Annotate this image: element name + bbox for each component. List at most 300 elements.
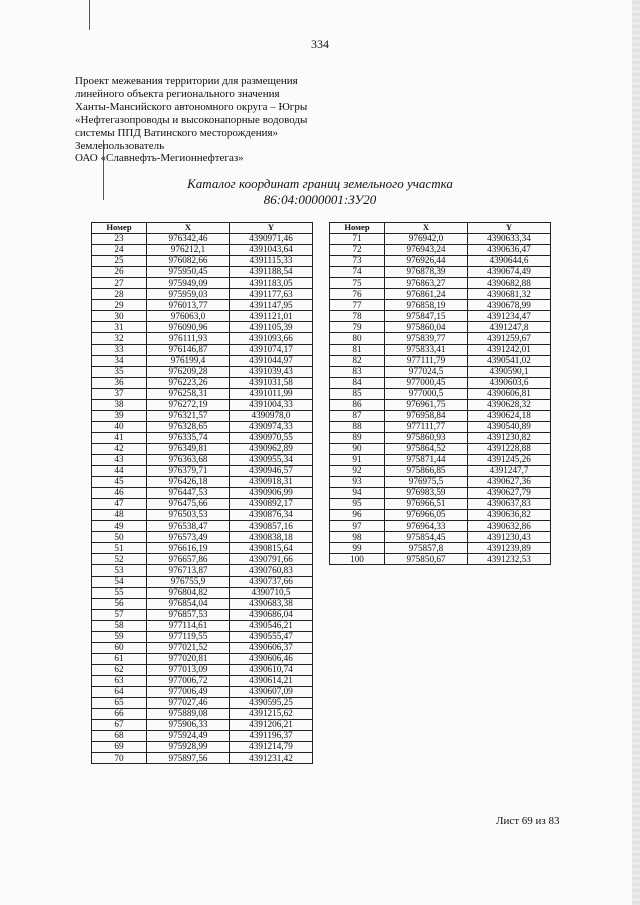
cell-y: 4391074,17 (230, 344, 313, 355)
cell-x: 976857,53 (147, 609, 230, 620)
cell-x: 976209,28 (147, 366, 230, 377)
cell-x: 976861,24 (385, 289, 468, 300)
cell-y: 4390636,82 (468, 510, 551, 521)
cell-number: 38 (92, 399, 147, 410)
cell-y: 4390624,18 (468, 410, 551, 421)
table-row (92, 742, 313, 753)
cell-x: 975897,56 (147, 753, 230, 764)
cell-x: 976013,77 (147, 300, 230, 311)
cell-x: 976964,33 (385, 521, 468, 532)
table-row (92, 698, 313, 709)
table-row (330, 322, 551, 333)
cell-y: 4390606,37 (230, 642, 313, 653)
cell-x: 977027,46 (147, 698, 230, 709)
scan-line-artifact (89, 0, 90, 30)
table-row (92, 410, 313, 421)
cell-x: 975889,08 (147, 709, 230, 720)
cell-y: 4390974,33 (230, 421, 313, 432)
cell-x: 976272,19 (147, 399, 230, 410)
cell-x: 976063,0 (147, 311, 230, 322)
cell-number: 94 (330, 488, 385, 499)
cell-x: 975866,85 (385, 466, 468, 477)
cell-number: 67 (92, 720, 147, 731)
cell-number: 32 (92, 333, 147, 344)
cell-x: 976503,53 (147, 510, 230, 521)
table-row (330, 499, 551, 510)
table-row (330, 521, 551, 532)
cell-x: 975833,41 (385, 344, 468, 355)
cell-number: 45 (92, 477, 147, 488)
cell-y: 4390682,88 (468, 278, 551, 289)
table-row (330, 245, 551, 256)
cell-x: 976258,31 (147, 388, 230, 399)
cell-x: 977000,5 (385, 388, 468, 399)
cell-x: 976854,04 (147, 598, 230, 609)
table-row (330, 311, 551, 322)
cell-y: 4391196,37 (230, 731, 313, 742)
cell-number: 100 (330, 554, 385, 565)
cell-number: 91 (330, 454, 385, 465)
page-number: 334 (311, 37, 329, 51)
table-row (92, 565, 313, 576)
cell-x: 976146,87 (147, 344, 230, 355)
cell-y: 4390632,86 (468, 521, 551, 532)
cell-x: 977006,72 (147, 675, 230, 686)
table-row (92, 576, 313, 587)
cell-y: 4390607,09 (230, 686, 313, 697)
cell-x: 976082,66 (147, 256, 230, 267)
cell-number: 86 (330, 399, 385, 410)
cell-x: 976966,05 (385, 510, 468, 521)
cell-x: 976804,82 (147, 587, 230, 598)
table-row (92, 344, 313, 355)
cell-x: 976342,46 (147, 234, 230, 245)
cell-number: 54 (92, 576, 147, 587)
cell-number: 73 (330, 256, 385, 267)
cell-x: 976755,9 (147, 576, 230, 587)
table-row (92, 709, 313, 720)
cell-y: 4391247,7 (468, 466, 551, 477)
cell-number: 62 (92, 664, 147, 675)
table-row (92, 355, 313, 366)
cell-number: 72 (330, 245, 385, 256)
cell-x: 975860,04 (385, 322, 468, 333)
intro-line: Землепользователь (75, 139, 165, 152)
cell-number: 44 (92, 466, 147, 477)
cell-y: 4390970,55 (230, 432, 313, 443)
header-y: Y (230, 223, 313, 234)
header-x: X (147, 223, 230, 234)
table-row (92, 554, 313, 565)
cell-x: 976321,57 (147, 410, 230, 421)
cell-y: 4390636,47 (468, 245, 551, 256)
table-row (92, 731, 313, 742)
cell-number: 66 (92, 709, 147, 720)
cell-y: 4391230,43 (468, 532, 551, 543)
cell-number: 60 (92, 642, 147, 653)
table-header-row (330, 223, 551, 234)
cell-number: 37 (92, 388, 147, 399)
cell-y: 4390946,57 (230, 466, 313, 477)
cell-y: 4390546,21 (230, 620, 313, 631)
cell-number: 40 (92, 421, 147, 432)
coordinates-table-left (91, 222, 313, 764)
cell-number: 28 (92, 289, 147, 300)
cell-x: 977006,49 (147, 686, 230, 697)
cell-y: 4390633,34 (468, 234, 551, 245)
cell-number: 89 (330, 432, 385, 443)
table-row (92, 521, 313, 532)
table-row (330, 554, 551, 565)
table-row (92, 620, 313, 631)
cell-y: 4390892,17 (230, 499, 313, 510)
cell-x: 976926,44 (385, 256, 468, 267)
cell-number: 55 (92, 587, 147, 598)
cell-number: 27 (92, 278, 147, 289)
cell-number: 59 (92, 631, 147, 642)
cell-y: 4390838,18 (230, 532, 313, 543)
cell-number: 52 (92, 554, 147, 565)
table-row (92, 499, 313, 510)
cell-x: 975950,45 (147, 267, 230, 278)
cell-x: 976223,26 (147, 377, 230, 388)
cell-number: 96 (330, 510, 385, 521)
cell-x: 975871,44 (385, 454, 468, 465)
table-row (92, 598, 313, 609)
cell-x: 976858,19 (385, 300, 468, 311)
cell-number: 95 (330, 499, 385, 510)
table-row (92, 267, 313, 278)
table-row (92, 488, 313, 499)
cell-y: 4391105,39 (230, 322, 313, 333)
cell-x: 976349,81 (147, 443, 230, 454)
table-row (92, 587, 313, 598)
table-row (330, 543, 551, 554)
cell-x: 976335,74 (147, 432, 230, 443)
cell-y: 4391039,43 (230, 366, 313, 377)
table-row (92, 543, 313, 554)
cell-y: 4390540,89 (468, 421, 551, 432)
table-row (92, 278, 313, 289)
cell-y: 4390637,83 (468, 499, 551, 510)
table-row (330, 477, 551, 488)
cell-number: 83 (330, 366, 385, 377)
table-row (92, 377, 313, 388)
cell-x: 976975,5 (385, 477, 468, 488)
table-row (330, 256, 551, 267)
header-y: Y (468, 223, 551, 234)
table-row (92, 234, 313, 245)
intro-line: линейного объекта регионального значения (75, 87, 280, 100)
cell-number: 50 (92, 532, 147, 543)
cell-x: 976538,47 (147, 521, 230, 532)
table-row (92, 753, 313, 764)
cell-y: 4391231,42 (230, 753, 313, 764)
cell-y: 4390628,32 (468, 399, 551, 410)
cell-y: 4390971,46 (230, 234, 313, 245)
cell-y: 4390876,34 (230, 510, 313, 521)
header-number: Номер (330, 223, 385, 234)
table-row (92, 366, 313, 377)
catalog-heading: Каталог координат границ земельного участка (187, 176, 453, 191)
cell-x: 976657,86 (147, 554, 230, 565)
cell-number: 47 (92, 499, 147, 510)
cell-number: 78 (330, 311, 385, 322)
cell-x: 976616,19 (147, 543, 230, 554)
cell-x: 977024,5 (385, 366, 468, 377)
cell-y: 4391247,8 (468, 322, 551, 333)
table-row (330, 300, 551, 311)
cell-y: 4390595,25 (230, 698, 313, 709)
cell-y: 4391206,21 (230, 720, 313, 731)
cell-y: 4391044,97 (230, 355, 313, 366)
cell-y: 4390681,32 (468, 289, 551, 300)
cell-x: 975924,49 (147, 731, 230, 742)
cell-number: 26 (92, 267, 147, 278)
table-row (92, 399, 313, 410)
cell-y: 4391214,79 (230, 742, 313, 753)
cell-y: 4390955,34 (230, 454, 313, 465)
cell-y: 4390627,36 (468, 477, 551, 488)
cell-y: 4390710,5 (230, 587, 313, 598)
cell-x: 976475,66 (147, 499, 230, 510)
table-row (92, 675, 313, 686)
cell-number: 97 (330, 521, 385, 532)
cell-y: 4391232,53 (468, 554, 551, 565)
cell-x: 976111,93 (147, 333, 230, 344)
table-row (92, 609, 313, 620)
cell-y: 4391234,47 (468, 311, 551, 322)
cell-number: 53 (92, 565, 147, 576)
table-row (92, 388, 313, 399)
cell-number: 64 (92, 686, 147, 697)
catalog-title (0, 176, 640, 208)
cell-number: 76 (330, 289, 385, 300)
cell-number: 49 (92, 521, 147, 532)
cell-number: 77 (330, 300, 385, 311)
intro-line: системы ППД Ватинского месторождения» (75, 126, 279, 139)
cell-x: 975906,33 (147, 720, 230, 731)
cell-x: 976966,51 (385, 499, 468, 510)
cell-y: 4390760,83 (230, 565, 313, 576)
cell-number: 93 (330, 477, 385, 488)
cell-x: 976363,68 (147, 454, 230, 465)
cell-number: 98 (330, 532, 385, 543)
cell-y: 4390978,0 (230, 410, 313, 421)
table-row (330, 510, 551, 521)
cell-number: 56 (92, 598, 147, 609)
table-row (92, 686, 313, 697)
cell-number: 36 (92, 377, 147, 388)
cell-number: 41 (92, 432, 147, 443)
cell-number: 71 (330, 234, 385, 245)
cell-number: 65 (92, 698, 147, 709)
cell-y: 4391242,01 (468, 344, 551, 355)
cell-x: 975854,45 (385, 532, 468, 543)
table-row (330, 377, 551, 388)
table-row (330, 289, 551, 300)
cell-number: 63 (92, 675, 147, 686)
cell-y: 4390918,31 (230, 477, 313, 488)
table-row (330, 344, 551, 355)
cell-y: 4390603,6 (468, 377, 551, 388)
cell-y: 4390614,21 (230, 675, 313, 686)
cell-number: 88 (330, 421, 385, 432)
cell-number: 48 (92, 510, 147, 521)
table-row (92, 311, 313, 322)
parcel-number: 86:04:0000001:ЗУ20 (263, 192, 377, 207)
cell-x: 975850,67 (385, 554, 468, 565)
cell-y: 4391011,99 (230, 388, 313, 399)
intro-line: Проект межевания территории для размещения (75, 75, 298, 87)
intro-line: «Нефтегазопроводы и высоконапорные водоводы (75, 113, 308, 126)
cell-number: 34 (92, 355, 147, 366)
cell-number: 58 (92, 620, 147, 631)
cell-x: 976573,49 (147, 532, 230, 543)
table-row (330, 355, 551, 366)
table-row (330, 443, 551, 454)
cell-x: 976447,53 (147, 488, 230, 499)
cell-number: 87 (330, 410, 385, 421)
table-row (330, 267, 551, 278)
table-row (330, 333, 551, 344)
cell-y: 4390962,89 (230, 443, 313, 454)
cell-y: 4390906,99 (230, 488, 313, 499)
cell-x: 975847,15 (385, 311, 468, 322)
cell-number: 46 (92, 488, 147, 499)
cell-x: 977119,55 (147, 631, 230, 642)
cell-y: 4391177,63 (230, 289, 313, 300)
cell-y: 4390674,49 (468, 267, 551, 278)
cell-y: 4390627,79 (468, 488, 551, 499)
table-row (92, 653, 313, 664)
cell-y: 4390857,16 (230, 521, 313, 532)
cell-number: 82 (330, 355, 385, 366)
header-number: Номер (92, 223, 147, 234)
table-row (330, 366, 551, 377)
table-row (92, 300, 313, 311)
table-row (330, 532, 551, 543)
cell-number: 30 (92, 311, 147, 322)
table-row (92, 477, 313, 488)
cell-x: 975839,77 (385, 333, 468, 344)
cell-number: 79 (330, 322, 385, 333)
cell-number: 42 (92, 443, 147, 454)
cell-x: 976212,1 (147, 245, 230, 256)
cell-y: 4391259,67 (468, 333, 551, 344)
intro-line: ОАО «Славнефть-Мегионнефтегаз» (75, 152, 244, 165)
cell-y: 4390606,46 (230, 653, 313, 664)
cell-y: 4391215,62 (230, 709, 313, 720)
cell-y: 4391004,33 (230, 399, 313, 410)
cell-x: 975860,93 (385, 432, 468, 443)
cell-number: 90 (330, 443, 385, 454)
cell-y: 4390590,1 (468, 366, 551, 377)
scan-edge-artifact (632, 0, 640, 905)
cell-x: 975857,8 (385, 543, 468, 554)
cell-x: 977114,61 (147, 620, 230, 631)
cell-x: 977000,45 (385, 377, 468, 388)
cell-number: 33 (92, 344, 147, 355)
cell-y: 4391230,82 (468, 432, 551, 443)
cell-number: 57 (92, 609, 147, 620)
cell-y: 4391245,26 (468, 454, 551, 465)
table-row (92, 245, 313, 256)
table-row (92, 720, 313, 731)
cell-x: 975959,03 (147, 289, 230, 300)
cell-y: 4391239,89 (468, 543, 551, 554)
cell-y: 4390541,02 (468, 355, 551, 366)
sheet-counter: Лист 69 из 83 (496, 815, 560, 827)
table-row (92, 289, 313, 300)
cell-y: 4391183,05 (230, 278, 313, 289)
coordinates-table-right (329, 222, 551, 565)
cell-y: 4390678,99 (468, 300, 551, 311)
cell-y: 4391093,66 (230, 333, 313, 344)
cell-number: 24 (92, 245, 147, 256)
table-row (92, 256, 313, 267)
cell-number: 68 (92, 731, 147, 742)
cell-x: 977111,79 (385, 355, 468, 366)
cell-y: 4390606,81 (468, 388, 551, 399)
table-row (330, 432, 551, 443)
cell-x: 977021,52 (147, 642, 230, 653)
cell-number: 25 (92, 256, 147, 267)
intro-line: Ханты-Мансийского автономного округа – Югры (75, 100, 308, 113)
cell-number: 99 (330, 543, 385, 554)
cell-number: 39 (92, 410, 147, 421)
cell-number: 23 (92, 234, 147, 245)
cell-number: 61 (92, 653, 147, 664)
cell-number: 69 (92, 742, 147, 753)
cell-x: 977111,77 (385, 421, 468, 432)
cell-x: 976199,4 (147, 355, 230, 366)
cell-number: 80 (330, 333, 385, 344)
table-row (330, 234, 551, 245)
cell-number: 75 (330, 278, 385, 289)
cell-number: 85 (330, 388, 385, 399)
cell-x: 976943,24 (385, 245, 468, 256)
table-row (92, 454, 313, 465)
cell-number: 31 (92, 322, 147, 333)
table-row (92, 532, 313, 543)
table-row (330, 488, 551, 499)
table-row (330, 466, 551, 477)
cell-x: 976426,18 (147, 477, 230, 488)
table-header-row (92, 223, 313, 234)
cell-number: 70 (92, 753, 147, 764)
cell-y: 4390791,66 (230, 554, 313, 565)
cell-y: 4390644,6 (468, 256, 551, 267)
cell-x: 976328,65 (147, 421, 230, 432)
cell-number: 81 (330, 344, 385, 355)
cell-number: 35 (92, 366, 147, 377)
table-row (92, 642, 313, 653)
table-row (330, 388, 551, 399)
cell-y: 4391228,88 (468, 443, 551, 454)
table-row (330, 410, 551, 421)
table-row (92, 631, 313, 642)
cell-y: 4391115,33 (230, 256, 313, 267)
header-x: X (385, 223, 468, 234)
cell-number: 43 (92, 454, 147, 465)
cell-number: 84 (330, 377, 385, 388)
table-row (92, 333, 313, 344)
project-description (75, 75, 365, 165)
cell-y: 4390686,04 (230, 609, 313, 620)
cell-x: 975864,52 (385, 443, 468, 454)
cell-x: 976863,27 (385, 278, 468, 289)
